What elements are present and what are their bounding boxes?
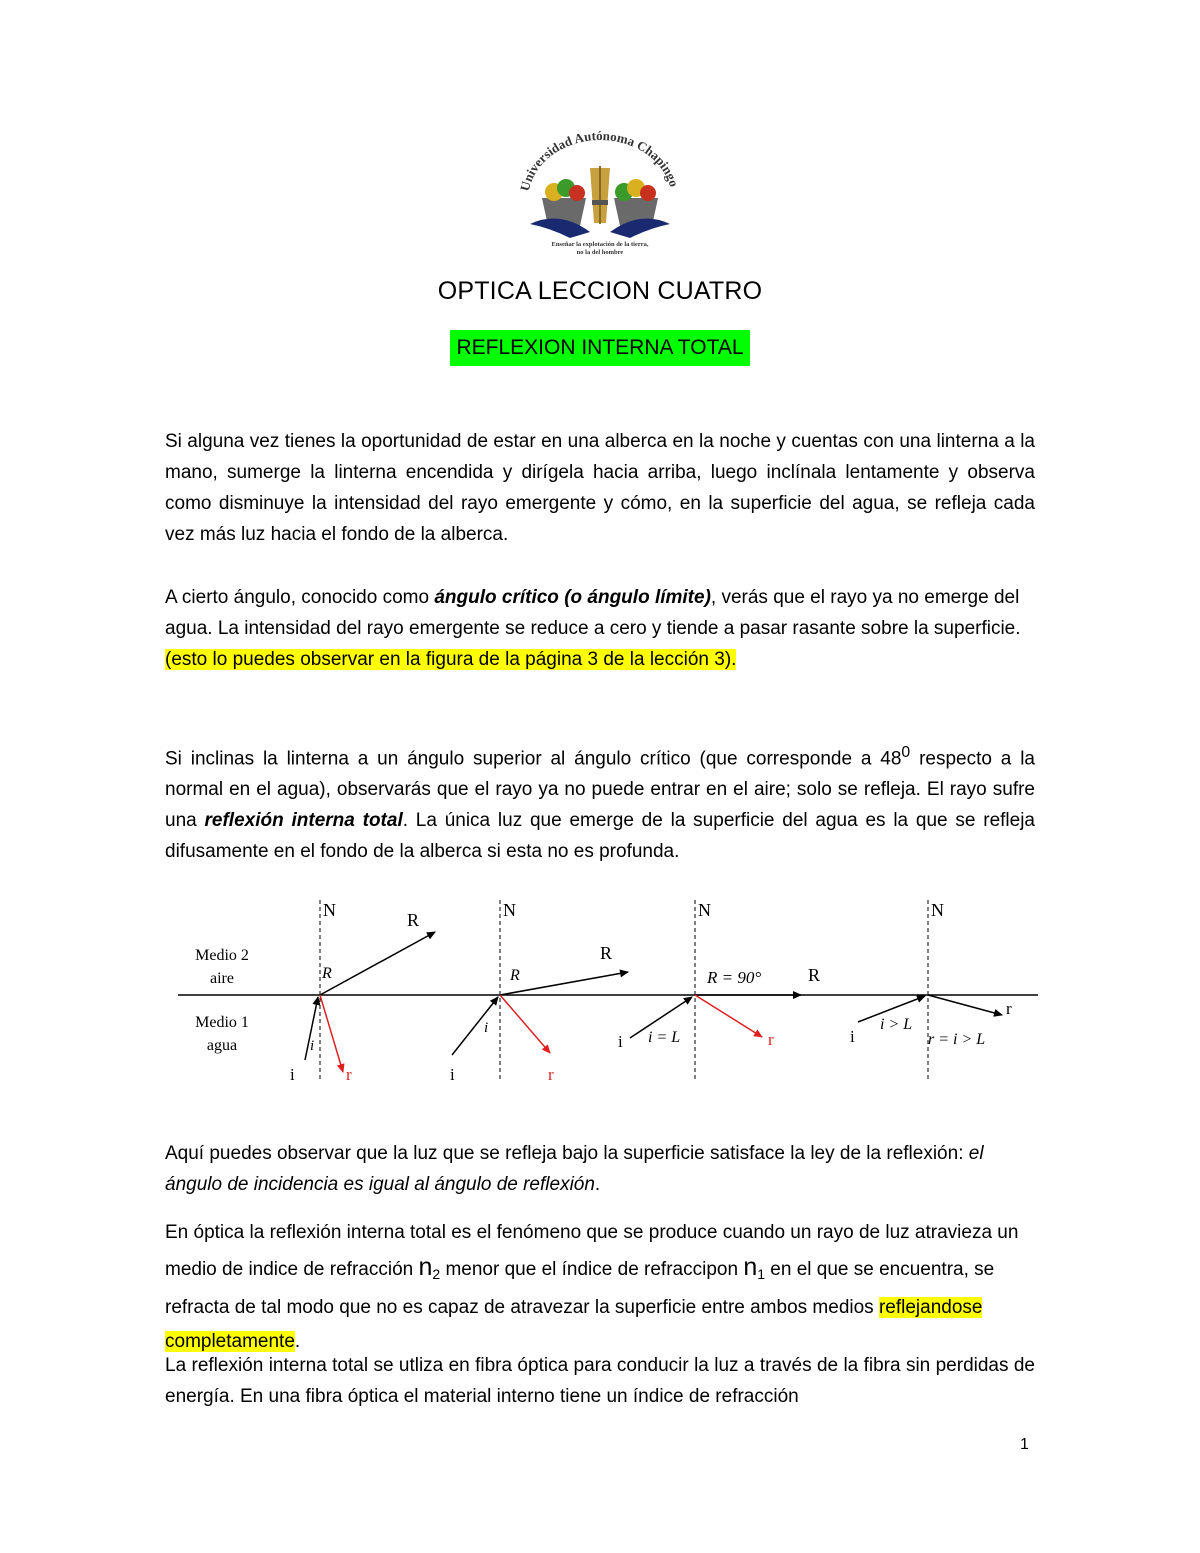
angle-i-label-2: i	[484, 1020, 489, 1036]
normal-label-2: N	[503, 900, 516, 920]
r-equals-i-greater-L-label: r = i > L	[928, 1031, 986, 1048]
critical-angle-term: ángulo crítico (o ángulo límite)	[434, 587, 711, 608]
p3-text-d: . La única luz que emerge de la superficie del agua es la que se refleja difusamente en el fondo de la alberca si esta no es profunda.	[165, 810, 1035, 863]
reflected-ray-4	[928, 995, 1002, 1015]
total-reflection-term: reflexión interna total	[204, 810, 403, 832]
page-subtitle: REFLEXION INTERNA TOTAL	[450, 330, 749, 366]
degree-superscript: 0	[901, 744, 911, 761]
n2-subscript: 2	[432, 1266, 441, 1282]
angle-i-label-1: i	[310, 1038, 315, 1054]
subtitle-wrap	[0, 330, 1200, 366]
refracted-label-3: R	[808, 965, 821, 985]
incident-label-4: i	[850, 1027, 855, 1046]
i-greater-L-label: i > L	[880, 1016, 913, 1033]
n1-subscript: 1	[757, 1266, 766, 1282]
reflected-ray-2	[500, 995, 550, 1053]
p5-text-a: En óptica la reflexión interna total es el fenómeno que se produce cuando un rayo de luz atravieza un medio de indice de refracción	[165, 1222, 1019, 1280]
incident-label-3: i	[618, 1032, 623, 1051]
logo-motto-line1: Enseñar la explotación de la tierra,	[551, 241, 649, 248]
reflected-ray-1	[320, 995, 343, 1072]
reflected-label-3: r	[768, 1030, 774, 1049]
incident-label-1: i	[290, 1065, 295, 1084]
reflected-label-4: r	[1006, 999, 1012, 1018]
highlight-completely: reflejandose completamente	[165, 1297, 983, 1352]
logo-motto-line2: no la del hombre	[576, 249, 624, 256]
medium1-label: Medio 1	[195, 1014, 249, 1031]
air-label: aire	[210, 970, 234, 987]
paragraph-definition	[165, 1216, 1035, 1359]
normal-label-1: N	[323, 900, 336, 920]
n1-letter: n	[743, 1253, 758, 1281]
refracted-label-2: R	[600, 943, 613, 963]
incident-label-2: i	[450, 1065, 455, 1084]
university-logo	[510, 128, 690, 258]
p5-text-d: .	[294, 1331, 301, 1352]
reflection-diagram	[170, 890, 1040, 1090]
refracted-ray-1	[320, 932, 435, 995]
page-title: OPTICA LECCION CUATRO	[437, 277, 763, 305]
p2-text-c: , verás que el rayo ya no emerge del agua. La intensidad del rayo emergente se reduce a cero y tiende a pasar rasante sobre la superficie.	[165, 587, 1021, 639]
incident-ray-2	[452, 997, 498, 1055]
paragraph-fiber-optics: La reflexión interna total se utliza en fibra óptica para conducir la luz a través de la fibra sin perdidas de energía. En una fibra óptica el material interno tiene un índice de refracción	[165, 1355, 1035, 1407]
normal-label-4: N	[931, 900, 944, 920]
p3-text-a: Si inclinas la linterna a un ángulo superior al ángulo crítico (que corresponde a 48	[165, 748, 902, 770]
logo-arc-text: Universidad Autónoma Chapingo	[516, 128, 682, 193]
p4-text-c: .	[594, 1174, 601, 1195]
p5-text-b: menor que el índice de refraccipon	[440, 1259, 744, 1280]
p2-text-a: A cierto ángulo, conocido como	[165, 587, 435, 608]
p3-text-b: respecto a la normal en el agua), observarás que el rayo ya no puede entrar en el aire; solo se refleja. El rayo sufre una	[165, 748, 1035, 832]
reflected-label-1: r	[346, 1065, 352, 1084]
highlight-note: (esto lo puedes observar en la figura de la página 3 de la lección 3).	[165, 649, 737, 670]
paragraph-critical-angle	[165, 582, 1035, 675]
normal-label-3: N	[698, 900, 711, 920]
R-equals-90-label: R = 90°	[707, 968, 762, 987]
water-label: agua	[206, 1037, 238, 1054]
paragraph-total-reflection	[165, 737, 1035, 867]
p5-text-c: en el que se encuentra, se refracta de tal modo que no es capaz de atravezar la superficie entre ambos medios	[165, 1259, 995, 1318]
reflected-ray-3	[695, 995, 762, 1037]
refracted-label-1: R	[407, 910, 420, 930]
page-number: 1	[1020, 1436, 1029, 1453]
i-equals-L-label: i = L	[648, 1029, 681, 1046]
paragraph-flashlight: Si alguna vez tienes la oportunidad de estar en una alberca en la noche y cuentas con una linterna a la mano, sumerge la linterna encendida y dirígela hacia arriba, luego inclínala lentamente y observa como disminuye la intensidad del rayo emergente y cómo, en la superficie del agua, se refleja cada vez más luz hacia el fondo de la alberca.	[165, 431, 1035, 545]
angle-R-label-2: R	[510, 967, 520, 984]
medium2-label: Medio 2	[195, 947, 249, 964]
paragraph-law-of-reflection	[165, 1138, 1035, 1200]
law-statement: el ángulo de incidencia es igual al ángulo de reflexión	[165, 1143, 984, 1195]
reflected-label-2: r	[548, 1065, 554, 1084]
angle-R-label-1: R	[322, 965, 332, 982]
n2-letter: n	[418, 1253, 433, 1281]
p4-text-a: Aquí puedes observar que la luz que se refleja bajo la superficie satisface la ley de la reflexión:	[165, 1143, 969, 1164]
